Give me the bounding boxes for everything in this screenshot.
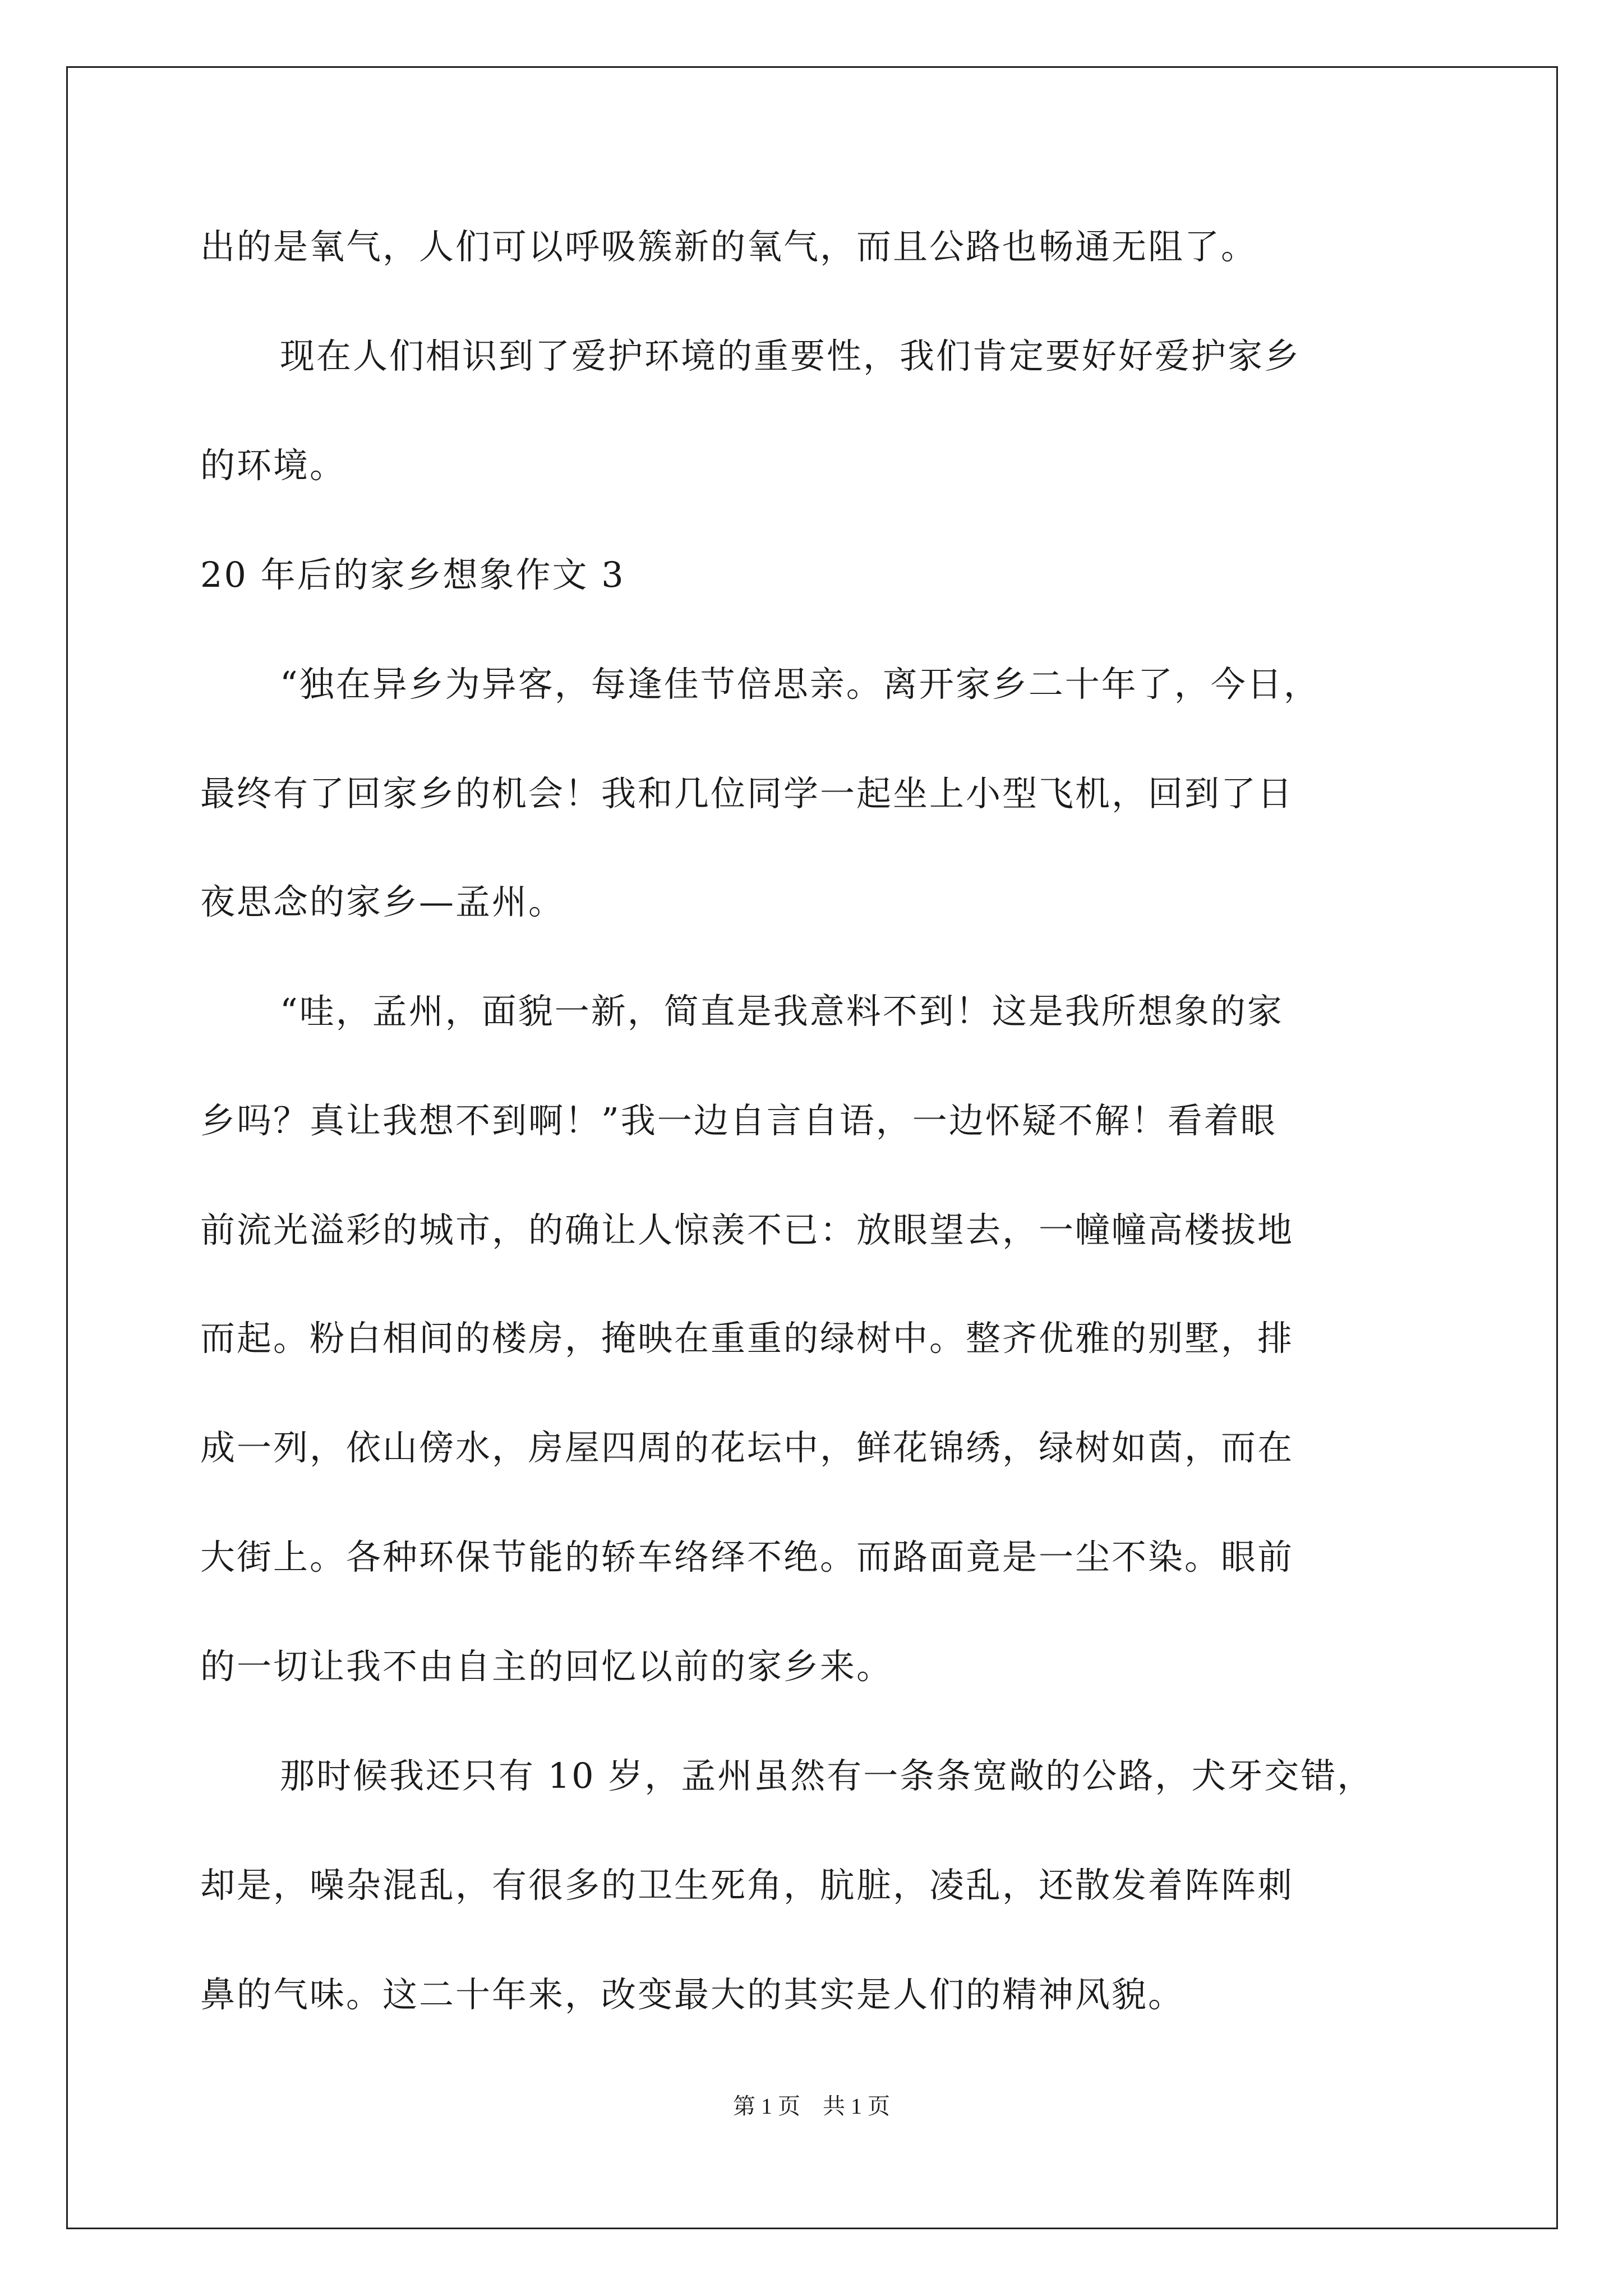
paragraph-line: “哇，孟州，面貌一新，简直是我意料不到！这是我所想象的家 (280, 991, 1284, 1032)
paragraph-line: 成一列，依山傍水，房屋四周的花坛中，鲜花锦绣，绿树如茵，而在 (200, 1427, 1294, 1468)
paragraph-line: 鼻的气味。这二十年来，改变最大的其实是人们的精神风貌。 (200, 1974, 1185, 2015)
paragraph-line: 最终有了回家乡的机会！我和几位同学一起坐上小型飞机，回到了日 (200, 773, 1294, 814)
page-footer: 第 1 页 共 1 页 (733, 2093, 890, 2119)
paragraph-line: 那时候我还只有 10 岁，孟州虽然有一条条宽敞的公路，犬牙交错， (280, 1755, 1374, 1796)
paragraph-line: 现在人们相识到了爱护环境的重要性，我们肯定要好好爱护家乡 (280, 335, 1301, 376)
paragraph-line: 出的是氧气，人们可以呼吸簇新的氧气，而且公路也畅通无阻了。 (200, 226, 1258, 267)
paragraph-line: 夜思念的家乡—孟州。 (200, 881, 565, 922)
paragraph-line: 前流光溢彩的城市，的确让人惊羡不已：放眼望去，一幢幢高楼拔地 (200, 1209, 1294, 1250)
paragraph-line: 的一切让我不由自主的回忆以前的家乡来。 (200, 1646, 893, 1687)
paragraph-line: 乡吗？真让我想不到啊！”我一边自言自语，一边怀疑不解！看着眼 (200, 1100, 1277, 1141)
paragraph-line: 的环境。 (200, 445, 347, 486)
paragraph-line: 却是，噪杂混乱，有很多的卫生死角，肮脏，凌乱，还散发着阵阵刺 (200, 1865, 1294, 1906)
paragraph-line: 大街上。各种环保节能的轿车络绎不绝。而路面竟是一尘不染。眼前 (200, 1536, 1294, 1577)
paragraph-line: “独在异乡为异客，每逢佳节倍思亲。离开家乡二十年了，今日， (280, 664, 1320, 705)
paragraph-line: 而起。粉白相间的楼房，掩映在重重的绿树中。整齐优雅的别墅，排 (200, 1318, 1294, 1359)
section-heading: 20 年后的家乡想象作文 3 (200, 554, 625, 595)
